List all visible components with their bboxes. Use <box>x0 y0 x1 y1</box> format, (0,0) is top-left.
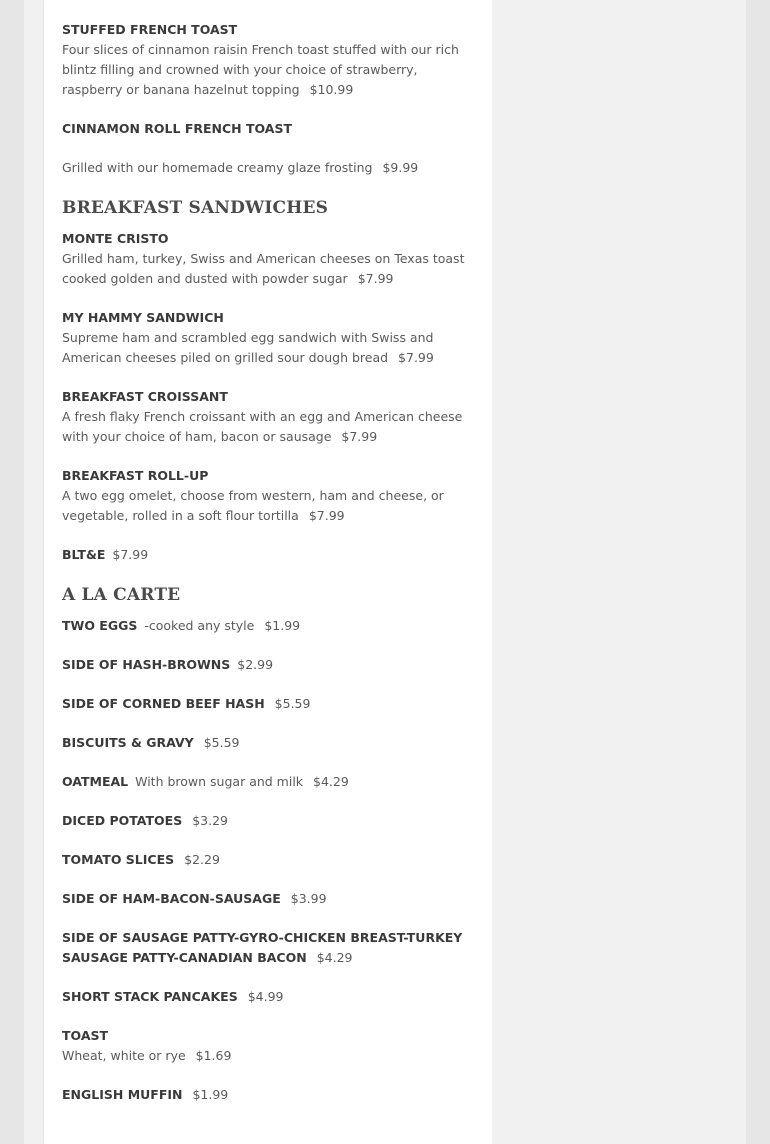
item-name: SIDE OF SAUSAGE PATTY-GYRO-CHICKEN BREAST-TURKEY SAUSAGE PATTY-CANADIAN BACON <box>62 930 463 965</box>
item-price: $1.69 <box>195 1048 232 1063</box>
menu-item <box>62 466 478 526</box>
item-name: STUFFED FRENCH TOAST <box>62 22 238 37</box>
page-background-right <box>746 0 770 1144</box>
item-name: BREAKFAST CROISSANT <box>62 389 228 404</box>
menu-item <box>62 229 478 289</box>
item-name: OATMEAL <box>62 774 129 789</box>
item-price: $3.29 <box>192 813 228 828</box>
item-price: $7.99 <box>357 271 394 286</box>
menu-item <box>62 987 478 1007</box>
menu-item <box>62 928 478 968</box>
item-name: SIDE OF HAM-BACON-SAUSAGE <box>62 891 281 906</box>
item-description: Grilled with our homemade creamy glaze frosting <box>62 160 373 175</box>
item-name: TWO EGGS <box>62 618 138 633</box>
item-description: Wheat, white or rye <box>62 1048 186 1063</box>
item-price: $3.99 <box>290 891 327 906</box>
item-price: $7.99 <box>112 547 149 562</box>
item-description: Supreme ham and scrambled egg sandwich with Swiss and American cheeses piled on grilled sour dough bread <box>62 330 434 365</box>
item-name: DICED POTATOES <box>62 813 183 828</box>
page-background-left <box>0 0 24 1144</box>
item-name: BISCUITS & GRAVY <box>62 735 194 750</box>
menu-item <box>62 545 478 565</box>
menu-item <box>62 308 478 368</box>
item-name: BLT&E <box>62 547 106 562</box>
section-title-breakfast-sandwiches: BREAKFAST SANDWICHES <box>62 198 329 218</box>
item-price: $2.29 <box>184 852 220 867</box>
menu-item <box>62 694 478 714</box>
item-price: $10.99 <box>309 82 354 97</box>
item-description: Four slices of cinnamon raisin French toast stuffed with our rich blintz filling and crowned with your choice of strawberry, raspberry or banana hazelnut topping <box>62 42 459 97</box>
item-name: SHORT STACK PANCAKES <box>62 989 238 1004</box>
menu-item <box>62 850 478 870</box>
menu-item <box>62 119 478 178</box>
item-description: A fresh flaky French croissant with an egg and American cheese with your choice of ham, bacon or sausage <box>62 409 463 444</box>
menu-item <box>62 811 478 831</box>
item-description: A two egg omelet, choose from western, ham and cheese, or vegetable, rolled in a soft flour tortilla <box>62 488 444 523</box>
item-description: Grilled ham, turkey, Swiss and American cheeses on Texas toast cooked golden and dusted with powder sugar <box>62 251 465 286</box>
menu-item <box>62 1026 478 1066</box>
item-price: $5.59 <box>274 696 311 711</box>
item-price: $2.99 <box>237 657 274 672</box>
item-description: -cooked any style <box>144 618 255 633</box>
item-name: SIDE OF HASH-BROWNS <box>62 657 231 672</box>
item-price: $4.99 <box>247 989 284 1004</box>
item-price: $9.99 <box>382 160 419 175</box>
item-price: $7.99 <box>308 508 345 523</box>
menu-item <box>62 733 478 753</box>
item-name: TOMATO SLICES <box>62 852 175 867</box>
item-price: $1.99 <box>264 618 301 633</box>
item-name: BREAKFAST ROLL-UP <box>62 468 209 483</box>
item-name: TOAST <box>62 1028 109 1043</box>
menu-content <box>62 20 478 1124</box>
item-price: $7.99 <box>398 350 434 365</box>
sidebar-panel <box>492 0 746 1144</box>
item-description: With brown sugar and milk <box>135 774 304 789</box>
item-price: $4.29 <box>313 774 349 789</box>
menu-item <box>62 616 478 636</box>
menu-item <box>62 772 478 792</box>
item-name: CINNAMON ROLL FRENCH TOAST <box>62 121 293 136</box>
menu-item <box>62 387 478 447</box>
section-title-a-la-carte: A LA CARTE <box>62 585 181 605</box>
menu-item <box>62 655 478 675</box>
item-name: SIDE OF CORNED BEEF HASH <box>62 696 265 711</box>
item-price: $1.99 <box>192 1087 229 1102</box>
item-price: $7.99 <box>341 429 378 444</box>
menu-item <box>62 889 478 909</box>
item-price: $4.29 <box>316 950 353 965</box>
item-name: MONTE CRISTO <box>62 231 169 246</box>
spacer <box>62 139 478 158</box>
item-name: MY HAMMY SANDWICH <box>62 310 224 325</box>
item-name: ENGLISH MUFFIN <box>62 1087 183 1102</box>
menu-item <box>62 1085 478 1105</box>
item-price: $5.59 <box>203 735 240 750</box>
menu-item <box>62 20 478 100</box>
